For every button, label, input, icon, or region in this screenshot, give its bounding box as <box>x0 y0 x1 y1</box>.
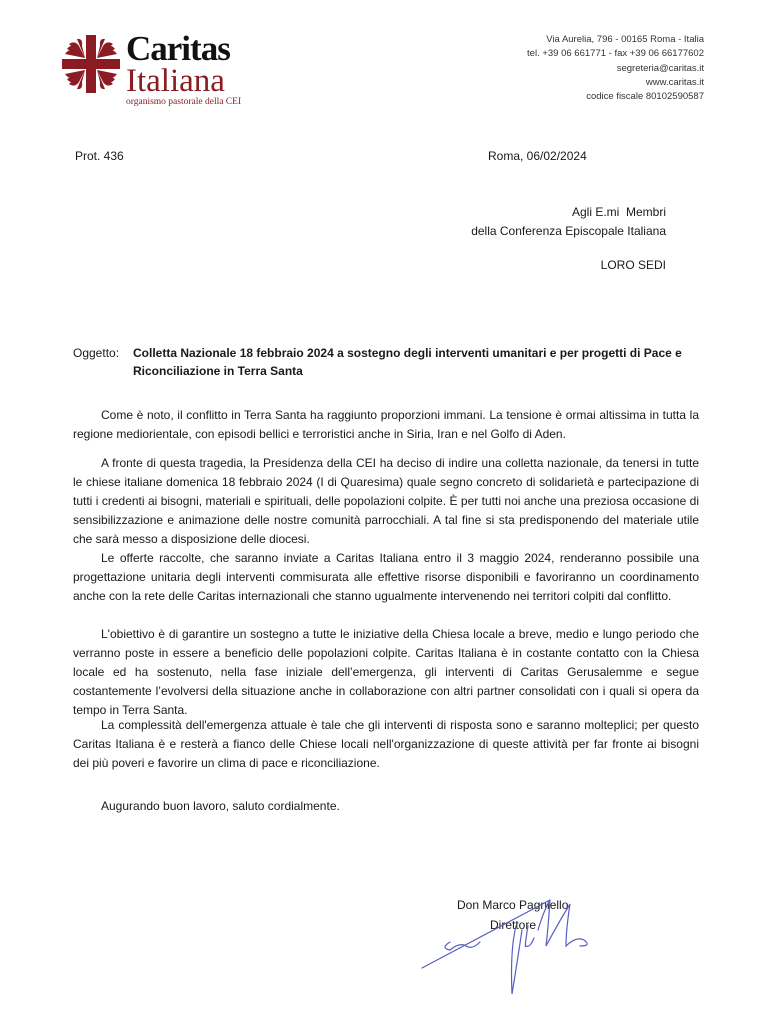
paragraph-text: La complessità dell'emergenza attuale è tale che gli interventi di risposta sono e saranno molteplici; per questo Caritas Italiana è e resterà a fianco delle Chiese locali nell'organizzazione di queste attività per far fronte ai bisogni dei più poveri e favorire un clima di pace e riconciliazione. <box>73 718 699 770</box>
signature-block <box>420 890 620 1000</box>
contact-website[interactable]: www.caritas.it <box>645 76 704 88</box>
handwritten-signature-icon <box>420 890 620 1000</box>
body-paragraph-5 <box>73 716 699 773</box>
paragraph-text: A fronte di questa tragedia, la Presidenza della CEI ha deciso di indire una colletta nazionale, da tenersi in tutte le chiese italiane domenica 18 febbraio 2024 (I di Quaresima) quale segno concreto di solidarietà e partecipazione di tutti i credenti ai bisogni, materiali e spirituali, delle popolazioni colpite. È per tutti noi anche una preziosa occasione di sensibilizzazione e animazione delle nostre comunità parrocchiali. A tal fine si sta predisponendo del materiale utile che sarà messo a disposizione delle diocesi. <box>73 456 699 546</box>
signatory-name: Don Marco Pagniello <box>457 898 569 912</box>
body-paragraph-1 <box>73 406 699 444</box>
body-paragraph-4 <box>73 625 699 720</box>
letterhead-contact <box>527 33 704 104</box>
closing-salutation: Augurando buon lavoro, saluto cordialmente. <box>101 799 340 813</box>
protocol-number: Prot. 436 <box>75 149 124 163</box>
paragraph-text: Le offerte raccolte, che saranno inviate a Caritas Italiana entro il 3 maggio 2024, renderanno possibile una progettazione unitaria degli interventi commisurata alle effettive risorse disponibili e favoriranno un coordinamento anche con la rete delle Caritas internazionali che stanno ugualmente intervenendo nei territori colpiti dal conflitto. <box>73 551 699 603</box>
signatory-title: Direttore <box>490 918 537 932</box>
recipients <box>471 203 666 241</box>
place-date: Roma, 06/02/2024 <box>488 149 587 163</box>
subject-text: Colletta Nazionale 18 febbraio 2024 a sostegno degli interventi umanitari e per progetti di Pace e Riconciliazione in Terra Santa <box>133 346 682 378</box>
contact-phone-fax: tel. +39 06 661771 - fax +39 06 66177602 <box>527 48 704 60</box>
body-paragraph-2 <box>73 454 699 549</box>
recipients-line-1: Agli E.mi Membri <box>571 205 666 219</box>
recipients-line-2: della Conferenza Episcopale Italiana <box>471 224 666 238</box>
recipients-line-3: LORO SEDI <box>600 258 666 272</box>
paragraph-text: L'obiettivo è di garantire un sostegno a tutte le iniziative della Chiesa locale a breve, medio e lungo periodo che verranno poste in essere a beneficio delle popolazioni colpite. Caritas Italiana è in costante contatto con la Chiesa locale ed ha sostenuto, nella fase iniziale dell’emergenza, gli interventi di Caritas Gerusalemme e segue costantemente l’evolversi della situazione anche in collaborazione con altri partner consolidati con i quali si opera da tempo in Terra Santa. <box>73 627 699 717</box>
subject-label: Oggetto: <box>73 346 120 360</box>
paragraph-text: Come è noto, il conflitto in Terra Santa ha raggiunto proporzioni immani. La tensione è ormai altissima in tutta la regione mediorientale, con episodi bellici e terroristici anche in Siria, Iran e nel Golfo di Aden. <box>73 408 699 441</box>
logo-name-caritas: Caritas <box>126 29 230 68</box>
contact-email[interactable]: segreteria@caritas.it <box>616 62 704 74</box>
contact-fiscal-code: codice fiscale 80102590587 <box>586 91 704 103</box>
caritas-logo <box>60 29 260 113</box>
logo-tagline: organismo pastorale della CEI <box>126 97 242 107</box>
body-paragraph-3 <box>73 549 699 606</box>
contact-address: Via Aurelia, 796 - 00165 Roma - Italia <box>546 34 704 45</box>
logo-name-italiana: Italiana <box>126 63 225 99</box>
caritas-cross-icon <box>60 33 122 95</box>
